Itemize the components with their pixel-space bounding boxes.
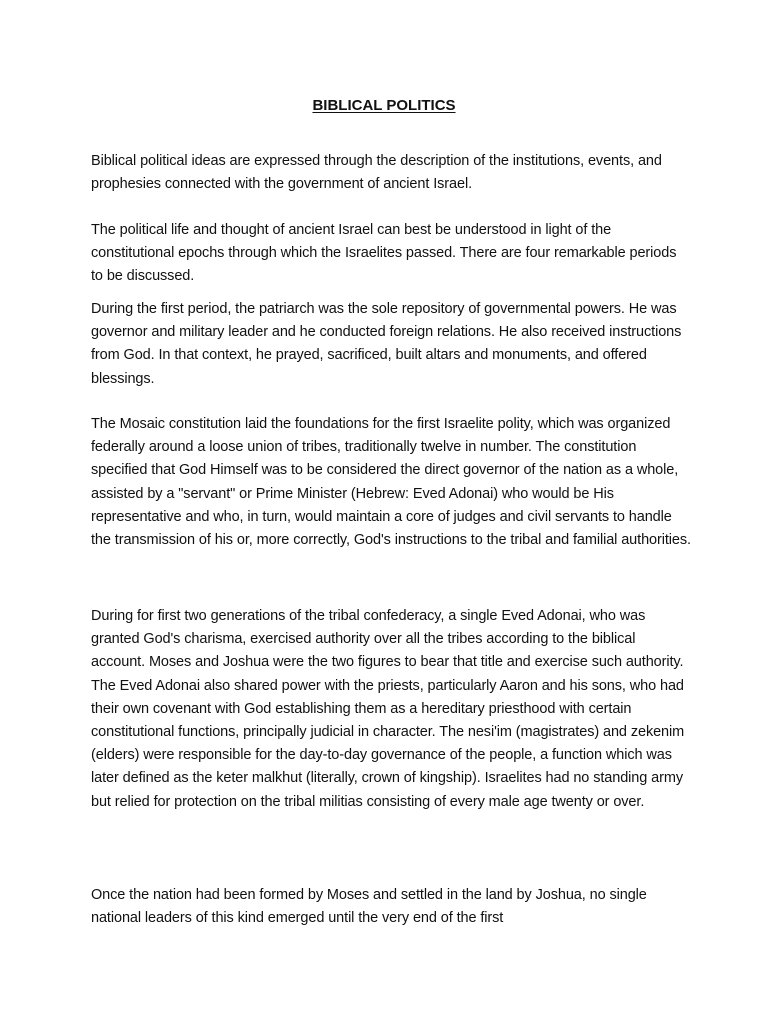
paragraph-nation-formed: Once the nation had been formed by Moses and settled in the land by Joshua, no single national leaders of this kind emerged until the very end of the first xyxy=(91,887,647,927)
document-title: BIBLICAL POLITICS xyxy=(312,97,456,114)
paragraph-tribal-confederacy: During for first two generations of the tribal confederacy, a single Eved Adonai, who was granted God's charisma, exercised authority over all the tribes according to the biblical account. Moses and Joshua were the two figures to bear that title and exercise such authority. The Eved Adonai also shared power with the priests, particularly Aaron and his sons, who had their own covenant with God establishing them as a hereditary priesthood with certain constitutional functions, principally judicial in character. The nesi'im (magistrates) and zekenim (elders) were responsible for the day-to-day governance of the people, a function which was later defined as the keter malkhut (literally, crown of kingship). Israelites had no standing army but relied for protection on the tribal militias consisting of every male age twenty or over. xyxy=(91,608,685,810)
paragraph-mosaic-constitution: The Mosaic constitution laid the foundations for the first Israelite polity, which was organized federally around a loose union of tribes, traditionally twelve in number. The constitution specified that God Himself was to be considered the direct governor of the nation as a whole, assisted by a "servant" or Prime Minister (Hebrew: Eved Adonai) who would be His representative and who, in turn, would maintain a core of judges and civil servants to handle the transmission of his or, more correctly, God's instructions to the tribal and familial authorities. xyxy=(91,416,691,549)
paragraph-intro: Biblical political ideas are expressed through the description of the institutions, events, and prophesies connected with the government of ancient Israel. xyxy=(91,153,662,193)
paragraph-first-period: During the first period, the patriarch was the sole repository of governmental powers. He was governor and military leader and he conducted foreign relations. He also received instructions from God. In that context, he prayed, sacrificed, built altars and monuments, and offered blessings. xyxy=(91,301,682,387)
paragraph-epochs: The political life and thought of ancient Israel can best be understood in light of the constitutional epochs through which the Israelites passed. There are four remarkable periods to be discussed. xyxy=(91,222,677,285)
